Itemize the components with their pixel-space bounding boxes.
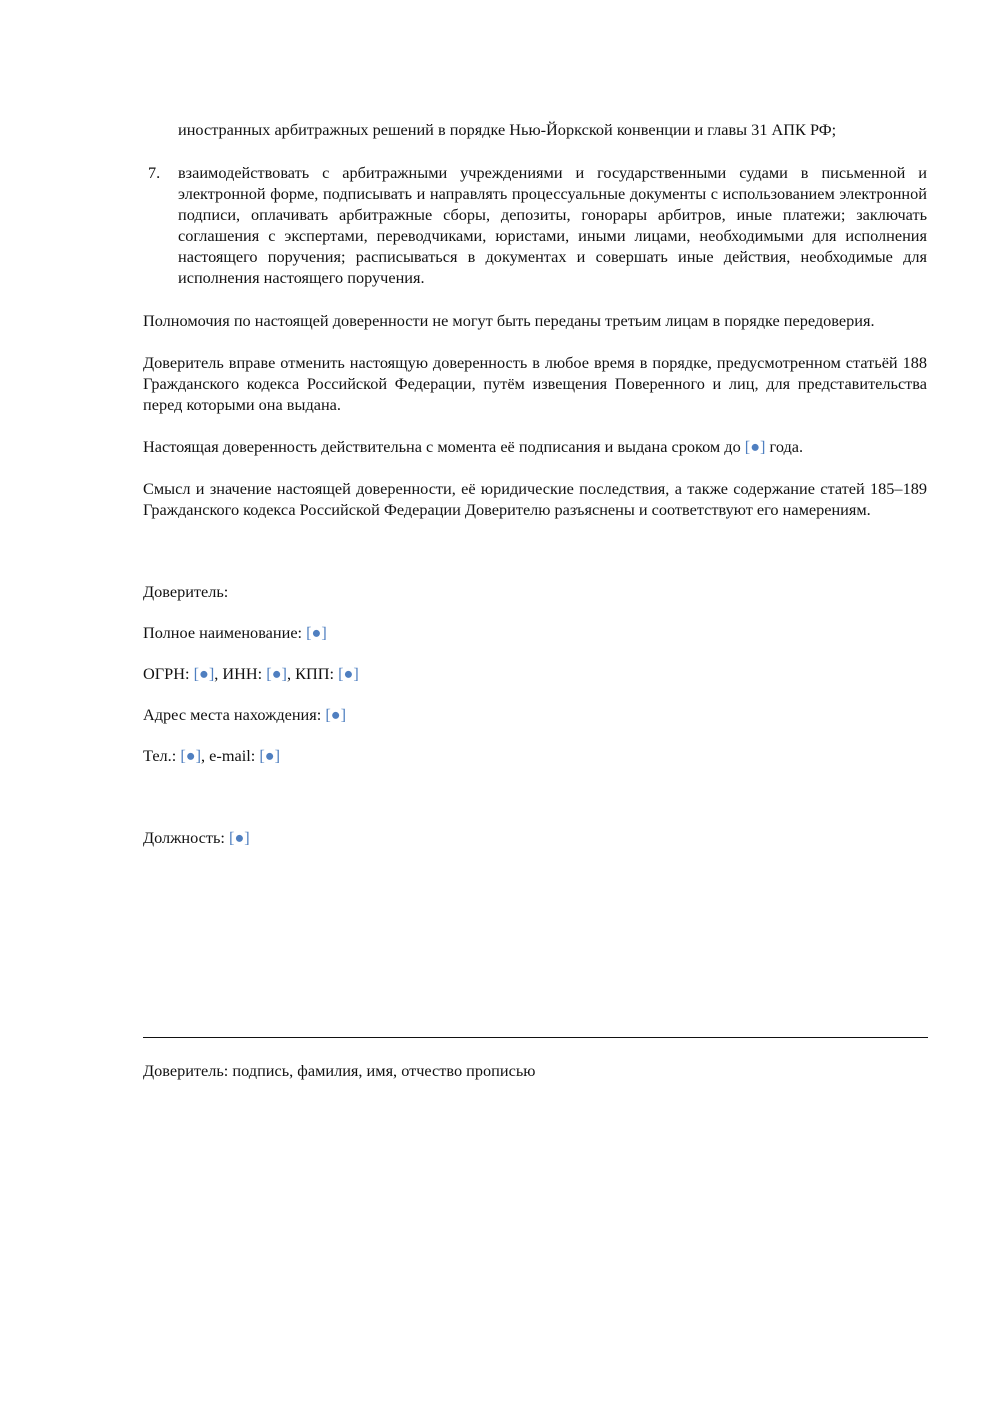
paragraph-revocation: Доверитель вправе отменить настоящую доверенность в любое время в порядке, предусмотренном статьёй 188 Гражданского кодекса Российской Федерации, путём извещения Поверенного и лиц, для представительства перед которыми она выдана.	[143, 353, 927, 414]
full-name-label: Полное наименование:	[143, 623, 307, 642]
full-name-placeholder: [●]	[306, 623, 327, 642]
ogrn-placeholder: [●]	[193, 664, 215, 683]
paragraph-no-delegation: Полномочия по настоящей доверенности не могут быть переданы третьим лицам в порядке передоверия.	[143, 311, 875, 330]
email-label: , e-mail:	[201, 746, 260, 765]
registration-line	[143, 663, 927, 684]
address-placeholder: [●]	[325, 705, 347, 724]
address-label: Адрес места нахождения:	[143, 705, 326, 724]
signature-line	[143, 1037, 928, 1038]
inn-placeholder: [●]	[266, 664, 287, 683]
list-item-text: взаимодействовать с арбитражными учреждениями и государственными судами в письменной и электронной форме, подписывать и направлять процессуальные документы с использованием электронной подписи, оплачивать арбитражные сборы, депозиты, гонорары арбитров, иные платежи; заключать соглашения с экспертами, переводчиками, юристами, иными лицами, необходимыми для исполнения настоящего поручения; расписываться в документах и совершать иные действия, необходимые для исполнения настоящего поручения.	[178, 163, 927, 287]
paragraph-understanding: Смысл и значение настоящей доверенности, её юридические последствия, а также содержание статей 185–189 Гражданского кодекса Российской Федерации Доверителю разъяснены и соответствуют его намерениям.	[143, 479, 927, 519]
list-item-number: 7.	[148, 163, 161, 182]
phone-label: Тел.:	[143, 746, 181, 765]
phone-placeholder: [●]	[180, 746, 202, 765]
contact-line	[143, 745, 927, 766]
validity-text-start: Настоящая доверенность действительна с момента её подписания и выдана сроком до	[143, 437, 745, 456]
inn-label: , ИНН:	[214, 664, 267, 683]
ogrn-label: ОГРН:	[143, 664, 194, 683]
signatory-block	[143, 581, 927, 848]
document-body	[143, 119, 927, 848]
validity-text-end: года.	[765, 437, 804, 456]
list-item-7	[148, 162, 927, 288]
validity-date-placeholder: [●]	[744, 437, 766, 456]
kpp-placeholder: [●]	[338, 664, 359, 683]
full-name-line	[143, 622, 927, 643]
position-placeholder: [●]	[229, 828, 250, 847]
address-line	[143, 704, 927, 725]
signature-caption: Доверитель: подпись, фамилия, имя, отчество прописью	[143, 1061, 536, 1080]
email-placeholder: [●]	[259, 746, 281, 765]
kpp-label: , КПП:	[286, 664, 339, 683]
position-label: Должность:	[143, 828, 230, 847]
signatory-heading: Доверитель:	[143, 582, 229, 601]
position-line	[143, 827, 927, 848]
paragraph-validity	[143, 436, 927, 457]
list-item-continuation: иностранных арбитражных решений в порядке Нью-Йоркской конвенции и главы 31 АПК РФ;	[178, 120, 837, 139]
